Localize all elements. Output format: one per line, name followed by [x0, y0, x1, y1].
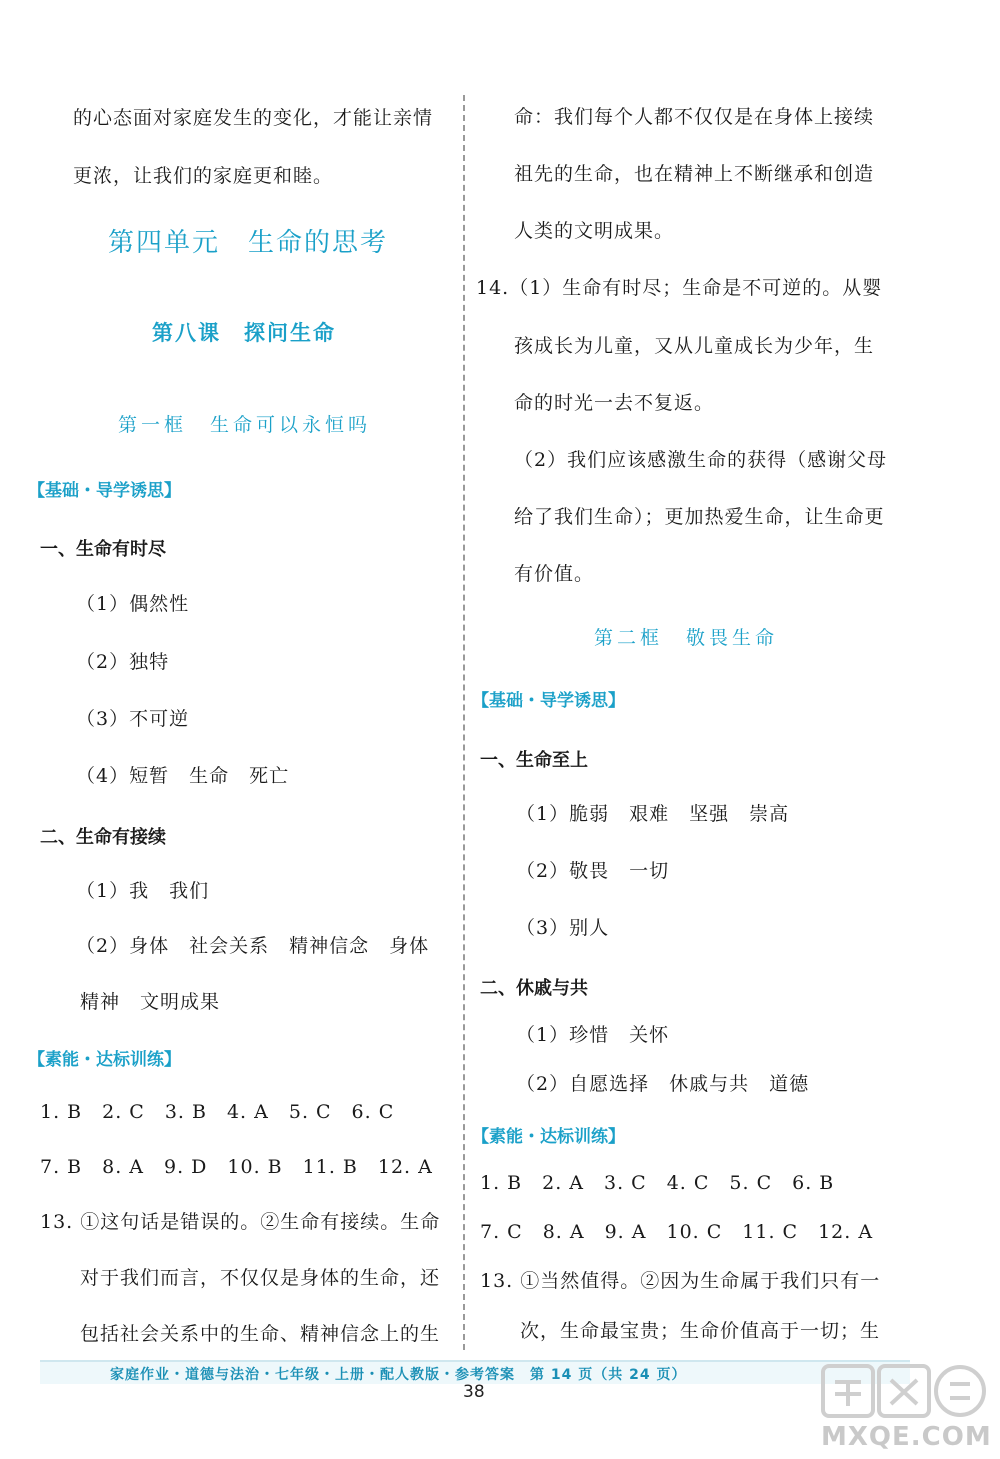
answer-line: （1）我 我们 — [76, 880, 210, 902]
footer-text: 家庭作业・道德与法治・七年级・上册・配人教版・参考答案 第 14 页（共 24 页） — [110, 1367, 687, 1383]
answer-line: 有价值。 — [514, 563, 595, 585]
watermark-logo-icon — [815, 1360, 995, 1422]
answer-line: 次，生命最宝贵；生命价值高于一切；生 — [520, 1320, 881, 1342]
answer-line: 14.（1）生命有时尽；生命是不可逆的。从婴 — [476, 277, 883, 299]
footer-bar — [40, 1360, 910, 1384]
section-heading: 二、生命有接续 — [40, 827, 166, 848]
answer-line: （2）敬畏 一切 — [516, 860, 670, 882]
section-tag-train: 【素能・达标训练】 — [28, 1050, 181, 1070]
frame-title: 第二框 敬畏生命 — [594, 627, 779, 649]
answer-line: （3）别人 — [516, 917, 610, 939]
answer-line: （2）独特 — [76, 651, 170, 673]
watermark-text: MXQE.COM — [821, 1422, 992, 1452]
frame-title: 第一框 生命可以永恒吗 — [118, 414, 372, 436]
answer-line: （1）脆弱 艰难 坚强 崇高 — [516, 803, 790, 825]
answer-line: 精神 文明成果 — [80, 991, 221, 1013]
page-number: 38 — [463, 1382, 485, 1402]
section-heading: 一、生命有时尽 — [40, 539, 166, 560]
watermark-logo — [815, 1360, 995, 1455]
answer-row: 7. B 8. A 9. D 10. B 11. B 12. A — [40, 1156, 433, 1178]
section-tag-basic: 【基础・导学诱思】 — [28, 481, 181, 501]
answer-line: 祖先的生命，也在精神上不断继承和创造 — [514, 163, 875, 185]
answer-line: 人类的文明成果。 — [514, 220, 675, 242]
answer-line: （2）我们应该感激生命的获得（感谢父母 — [514, 449, 888, 471]
unit-title: 第四单元 生命的思考 — [108, 228, 389, 258]
answer-line: （4）短暂 生命 死亡 — [76, 765, 290, 787]
column-divider — [463, 95, 465, 1350]
answer-row: 1. B 2. A 3. C 4. C 5. C 6. B — [480, 1172, 835, 1194]
section-tag-basic: 【基础・导学诱思】 — [472, 691, 625, 711]
lesson-title: 第八课 探问生命 — [152, 321, 336, 345]
answer-line: 13. ①当然值得。②因为生命属于我们只有一 — [480, 1270, 881, 1292]
intro-line: 的心态面对家庭发生的变化，才能让亲情 — [73, 107, 434, 129]
answer-row: 7. C 8. A 9. A 10. C 11. C 12. A — [480, 1221, 874, 1243]
answer-line: 包括社会关系中的生命、精神信念上的生 — [80, 1323, 441, 1345]
section-heading: 一、生命至上 — [480, 750, 588, 771]
answer-line: 对于我们而言，不仅仅是身体的生命，还 — [80, 1267, 441, 1289]
intro-line: 更浓，让我们的家庭更和睦。 — [73, 165, 334, 187]
answer-line: （2）身体 社会关系 精神信念 身体 — [76, 935, 430, 957]
answer-line: 命：我们每个人都不仅仅是在身体上接续 — [514, 106, 875, 128]
answer-line: （2）自愿选择 休戚与共 道德 — [516, 1073, 810, 1095]
answer-line: （3）不可逆 — [76, 708, 190, 730]
answer-line: 13. ①这句话是错误的。②生命有接续。生命 — [40, 1211, 441, 1233]
answer-line: 孩成长为儿童，又从儿童成长为少年，生 — [514, 335, 875, 357]
answer-line: （1）珍惜 关怀 — [516, 1024, 670, 1046]
answer-row: 1. B 2. C 3. B 4. A 5. C 6. C — [40, 1101, 395, 1123]
answer-line: （1）偶然性 — [76, 593, 190, 615]
answer-line: 给了我们生命）；更加热爱生命，让生命更 — [514, 506, 885, 528]
section-heading: 二、休戚与共 — [480, 978, 588, 999]
section-tag-train: 【素能・达标训练】 — [472, 1127, 625, 1147]
answer-line: 命的时光一去不复返。 — [514, 392, 715, 414]
